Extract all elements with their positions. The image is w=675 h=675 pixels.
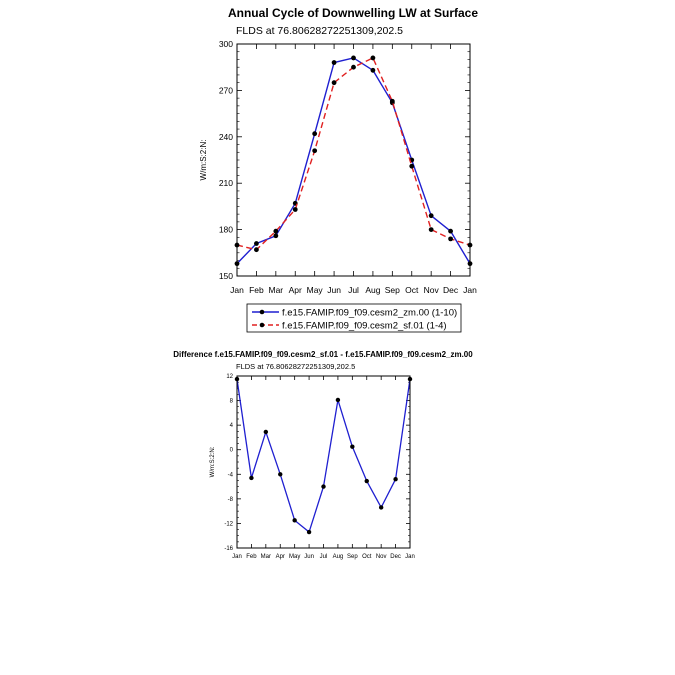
chart2-subtitle: FLDS at 76.80628272251309,202.5	[236, 362, 356, 371]
chart2-ticks	[237, 376, 410, 548]
x-tick-label: Jan	[405, 554, 415, 560]
x-tick-label: Dec	[390, 554, 401, 560]
y-tick-label: -4	[227, 472, 233, 479]
chart1-x-tick-labels	[230, 285, 477, 295]
y-tick-label: 8	[229, 398, 233, 405]
x-tick-label: Sep	[346, 554, 358, 560]
x-tick-label: Aug	[332, 554, 344, 560]
x-tick-label: May	[306, 285, 323, 295]
chart2-title: Difference f.e15.FAMIP.f09_f09.cesm2_sf.01 - f.e15.FAMIP.f09_f09.cesm2_zm.00	[173, 350, 473, 359]
series-2-point	[312, 148, 317, 153]
x-tick-label: Mar	[260, 554, 272, 560]
series-1-point	[429, 213, 434, 218]
series-1-point	[321, 484, 325, 488]
x-tick-label: May	[288, 554, 301, 560]
series-2-point	[409, 164, 414, 169]
y-tick-label: 150	[218, 271, 233, 281]
chart1-series-group	[235, 56, 473, 267]
legend-marker-1	[260, 310, 265, 315]
x-tick-label: Jul	[319, 554, 328, 560]
x-tick-label: Aug	[365, 285, 381, 295]
series-1-point	[365, 479, 369, 483]
x-tick-label: Jan	[230, 285, 244, 295]
y-tick-label: 0	[229, 447, 233, 454]
series-1-point	[264, 430, 268, 434]
y-tick-label: -16	[224, 546, 233, 552]
x-tick-label: Oct	[362, 554, 372, 560]
x-tick-label: Oct	[405, 285, 419, 295]
series-1-point	[278, 472, 282, 476]
difference-chart	[173, 350, 473, 560]
chart1-plot-frame	[237, 44, 470, 276]
series-1-point	[379, 505, 383, 509]
series-1-point	[393, 477, 397, 481]
y-tick-label: 12	[226, 374, 233, 380]
series-1-point	[292, 518, 296, 522]
y-tick-label: 4	[229, 423, 233, 430]
x-tick-label: Jun	[304, 554, 314, 560]
series-2-point	[254, 247, 259, 252]
series-2-point	[390, 99, 395, 104]
series-1-point	[448, 229, 453, 234]
chart2-y-axis-label: W/m:S:2:N:	[210, 446, 216, 478]
y-tick-label: 210	[218, 178, 233, 189]
series-2-point	[273, 229, 278, 234]
series-1-point	[332, 60, 337, 65]
series-2-point	[293, 207, 298, 212]
series-2-point	[371, 56, 376, 61]
series-1-point	[351, 56, 356, 61]
chart1-y-axis-label: W/m:S:2:N:	[199, 139, 208, 181]
series-2-point	[429, 227, 434, 232]
annual-cycle-chart	[199, 6, 478, 332]
series-1-point	[307, 530, 311, 534]
series-1-point	[336, 398, 340, 402]
x-tick-label: Sep	[384, 285, 400, 295]
series-1-point	[249, 476, 253, 480]
x-tick-label: Feb	[246, 554, 257, 560]
x-tick-label: Apr	[288, 285, 302, 295]
chart2-plot-frame	[237, 376, 410, 548]
y-tick-label: 270	[218, 85, 233, 96]
chart2-x-tick-labels	[232, 554, 415, 560]
y-tick-label: -8	[227, 496, 233, 503]
x-tick-label: Jun	[327, 285, 341, 295]
series-line-1	[237, 58, 470, 264]
series-2-point	[448, 236, 453, 241]
chart2-series-group	[235, 377, 412, 534]
y-tick-label: 180	[218, 224, 233, 235]
chart1-y-tick-labels	[219, 39, 233, 281]
series-1-point	[312, 131, 317, 136]
series-2-point	[351, 65, 356, 70]
series-1-point	[350, 444, 354, 448]
chart1-legend	[247, 304, 461, 332]
x-tick-label: Dec	[443, 285, 459, 295]
series-1-point	[371, 68, 376, 73]
legend-label-1: f.e15.FAMIP.f09_f09.cesm2_zm.00 (1-10)	[282, 307, 458, 319]
chart2-y-tick-labels	[224, 374, 233, 552]
y-tick-label: 300	[218, 39, 233, 49]
x-tick-label: Nov	[375, 554, 387, 560]
x-tick-label: Jan	[232, 554, 242, 560]
x-tick-label: Mar	[268, 285, 284, 295]
series-1-point	[254, 241, 259, 246]
series-1-point	[273, 233, 278, 238]
series-2-point	[332, 80, 337, 85]
series-line-1	[237, 379, 410, 532]
x-tick-label: Apr	[275, 554, 285, 560]
y-tick-label: -12	[224, 521, 233, 528]
x-tick-label: Feb	[249, 285, 264, 295]
series-line-2	[237, 58, 470, 250]
chart1-title: Annual Cycle of Downwelling LW at Surface	[227, 6, 479, 20]
legend-marker-2	[260, 323, 265, 328]
legend-label-2: f.e15.FAMIP.f09_f09.cesm2_sf.01 (1-4)	[282, 320, 447, 332]
chart1-ticks	[237, 44, 470, 276]
y-tick-label: 240	[218, 131, 233, 142]
x-tick-label: Jul	[348, 285, 359, 295]
x-tick-label: Jan	[463, 285, 477, 295]
x-tick-label: Nov	[423, 285, 439, 295]
chart1-subtitle: FLDS at 76.80628272251309,202.5	[236, 25, 403, 37]
